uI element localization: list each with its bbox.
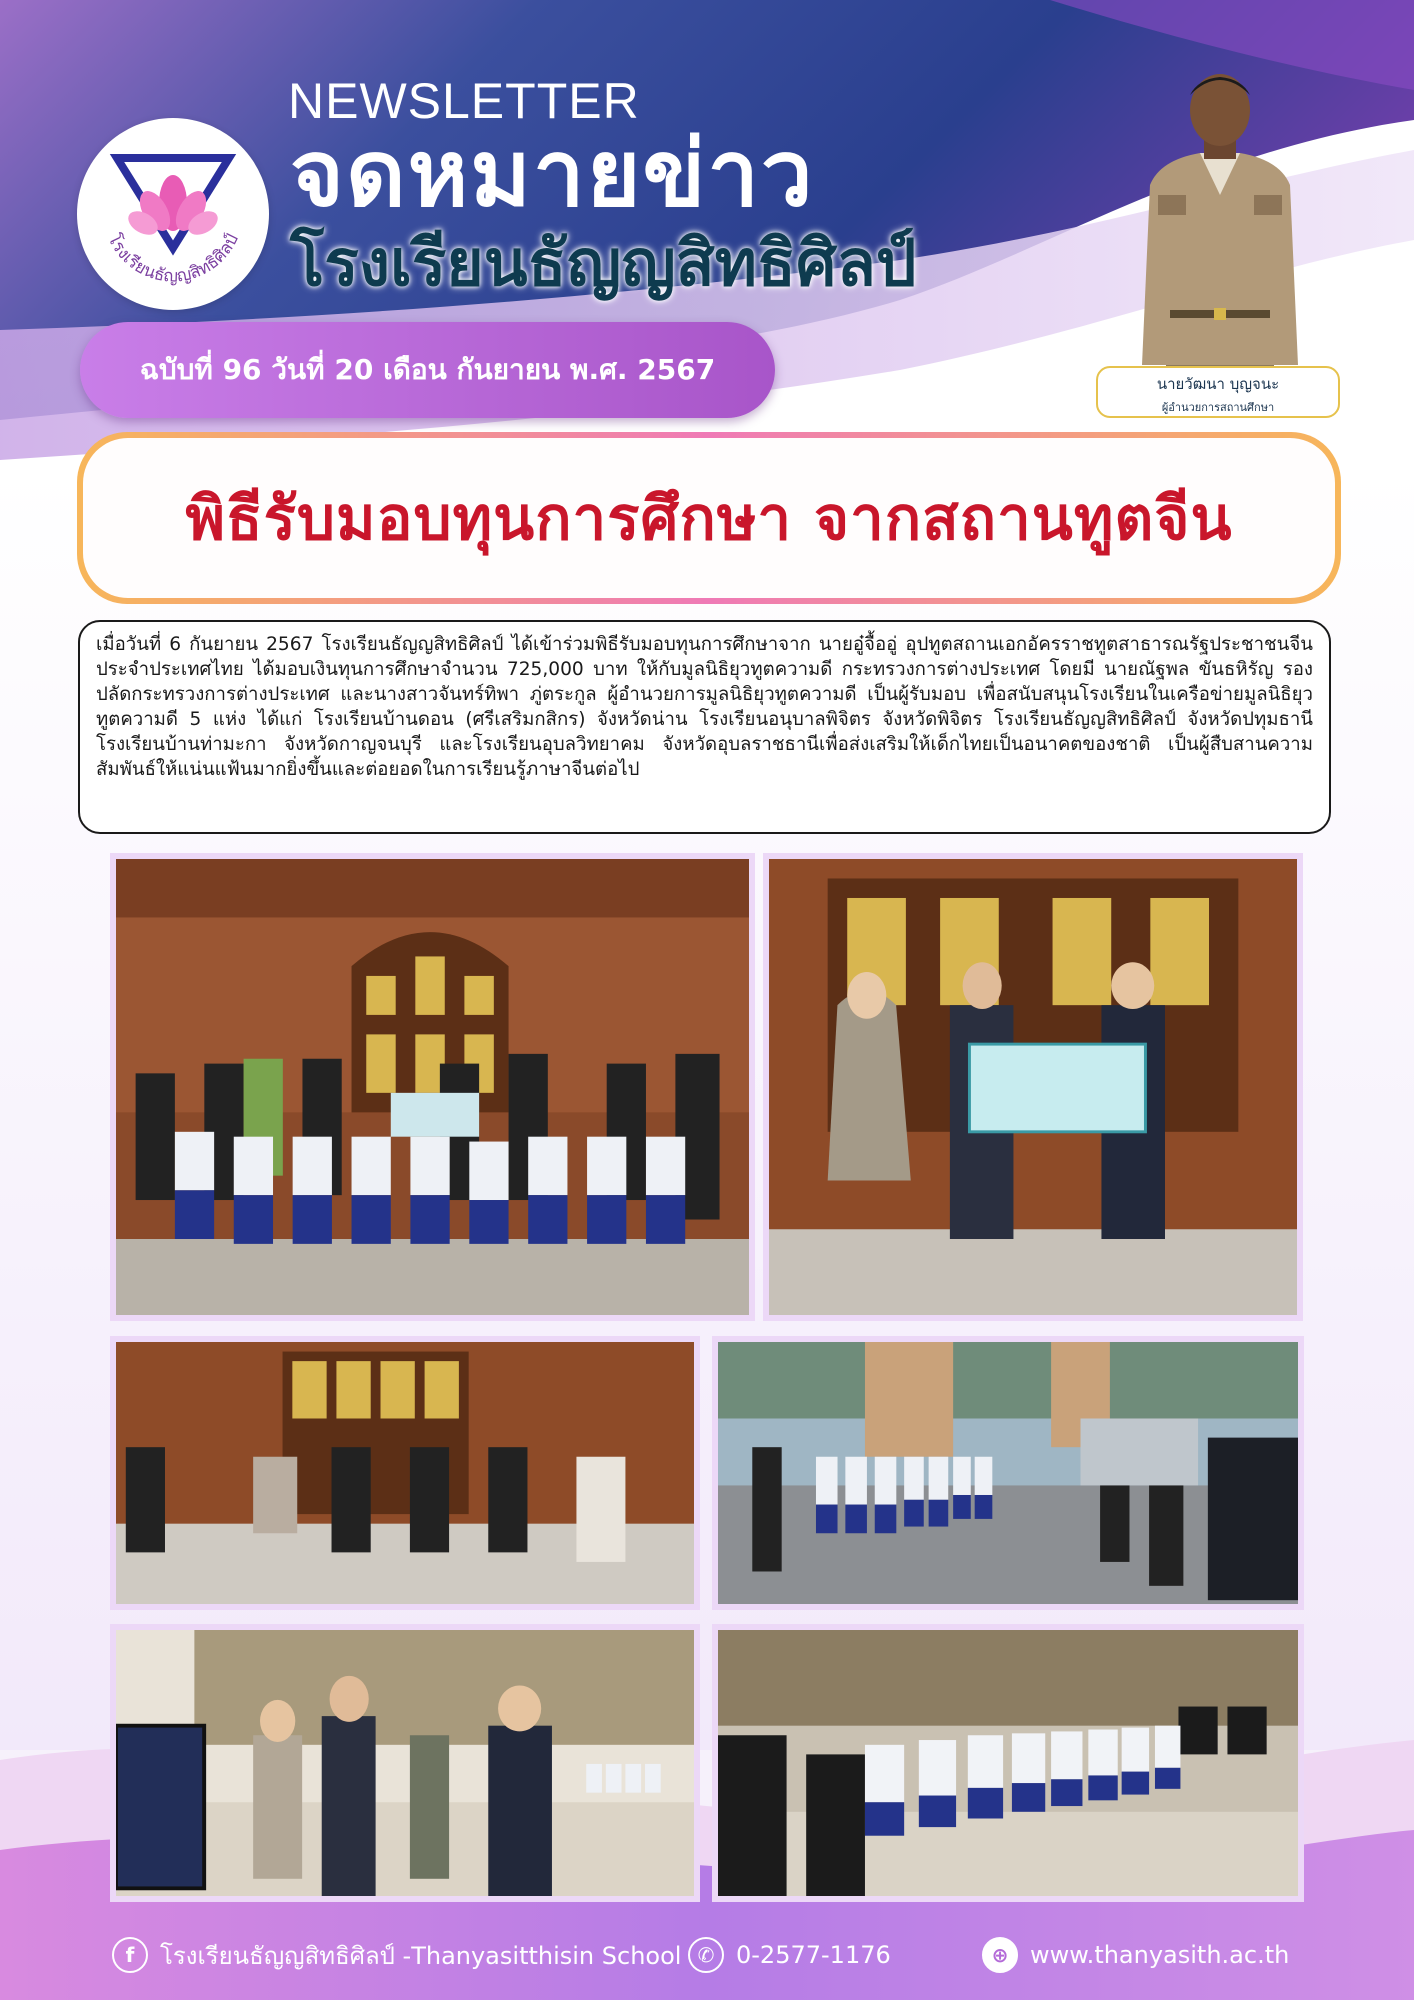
svg-text:โรงเรียนธัญญสิทธิศิลป์ <box>103 230 242 286</box>
footer-phone[interactable] <box>688 1937 891 1973</box>
footer <box>0 1930 1414 1980</box>
issue-text: ฉบับที่ 96 วันที่ 20 เดือน กันยายน พ.ศ. 2567 <box>139 353 716 386</box>
director-card <box>1096 366 1340 418</box>
director-name: นายวัฒนา บุญจนะ <box>1156 375 1280 393</box>
article-headline: พิธีรับมอบทุนการศึกษา จากสถานทูตจีน <box>185 483 1233 554</box>
logo-text: โรงเรียนธัญญสิทธิศิลป์ <box>103 230 243 287</box>
footer-facebook[interactable] <box>112 1936 681 1975</box>
school-name: โรงเรียนธัญญสิทธิศิลป์ <box>290 227 917 301</box>
photo-guests-arrival <box>110 1624 700 1902</box>
article-body: เมื่อวันที่ 6 กันยายน 2567 โรงเรียนธัญญสิทธิศิลป์ ได้เข้าร่วมพิธีรับมอบทุนการศึกษาจาก นายอู๋จื้ออู่ อุปทูตสถานเอกอัครราชทูตสาธารณรัฐประชาชนจีนประจำประเทศไทย ได้มอบเงินทุนการศึกษาจำนวน 725,000 บาท ให้กับมูลนิธิยุวทูตความดี กระทรวงการต่างประเทศ โดยมี นายณัฐพล ขันธหิรัญ รองปลัดกระทรวงการต่างประเทศ และนางสาวจันทร์ทิพา ภู่ตระกูล ผู้อำนวยการมูลนิธิยุวทูตความดี เป็นผู้รับมอบ เพื่อสนับสนุนโรงเรียนในเครือข่ายมูลนิธิยุวทูตความดี 5 แห่ง ได้แก่ โรงเรียนบ้านดอน (ศรีเสริมกสิกร) จังหวัดน่าน โรงเรียนอนุบาลพิจิตร จังหวัดพิจิตร โรงเรียนธัญญสิทธิศิลป์ จังหวัดปทุมธานี โรงเรียนบ้านท่ามะกา จังหวัดกาญจนบุรี และโรงเรียนอุบลวิทยาคม จังหวัดอุบลราชธานีเพื่อส่งเสริมให้เด็กไทยเป็นอนาคตของชาติ เป็นผู้สืบสานความสัมพันธ์ให้แน่นแฟ้นมากยิ่งขึ้นและต่อยอดในการเรียนรู้ภาษาจีนต่อไป <box>96 634 1313 780</box>
headline-inner <box>83 438 1335 598</box>
issue-badge <box>80 322 775 418</box>
phone-label: 0-2577-1176 <box>736 1941 891 1969</box>
headline-banner <box>77 432 1341 604</box>
facebook-icon: f <box>112 1937 148 1973</box>
newsletter-label: NEWSLETTER <box>288 73 640 129</box>
article-body-box <box>78 620 1331 834</box>
website-label: www.thanyasith.ac.th <box>1030 1941 1290 1969</box>
globe-icon: ⊕ <box>982 1937 1018 1973</box>
facebook-label: โรงเรียนธัญญสิทธิศิลป์ -Thanyasitthisin School <box>160 1941 682 1970</box>
photo-cheque-handover <box>763 853 1303 1321</box>
photo-students-seated <box>712 1624 1304 1902</box>
director-role: ผู้อำนวยการสถานศึกษา <box>1161 401 1275 414</box>
director-photo <box>1130 65 1310 375</box>
footer-website[interactable] <box>982 1937 1289 1973</box>
photo-student-welcome <box>712 1336 1304 1610</box>
photo-group-ceremony <box>110 853 755 1321</box>
school-logo <box>77 118 269 310</box>
phone-icon: ✆ <box>688 1937 724 1973</box>
photo-meeting-room <box>110 1336 700 1610</box>
page-title: จดหมายข่าว <box>290 120 815 227</box>
